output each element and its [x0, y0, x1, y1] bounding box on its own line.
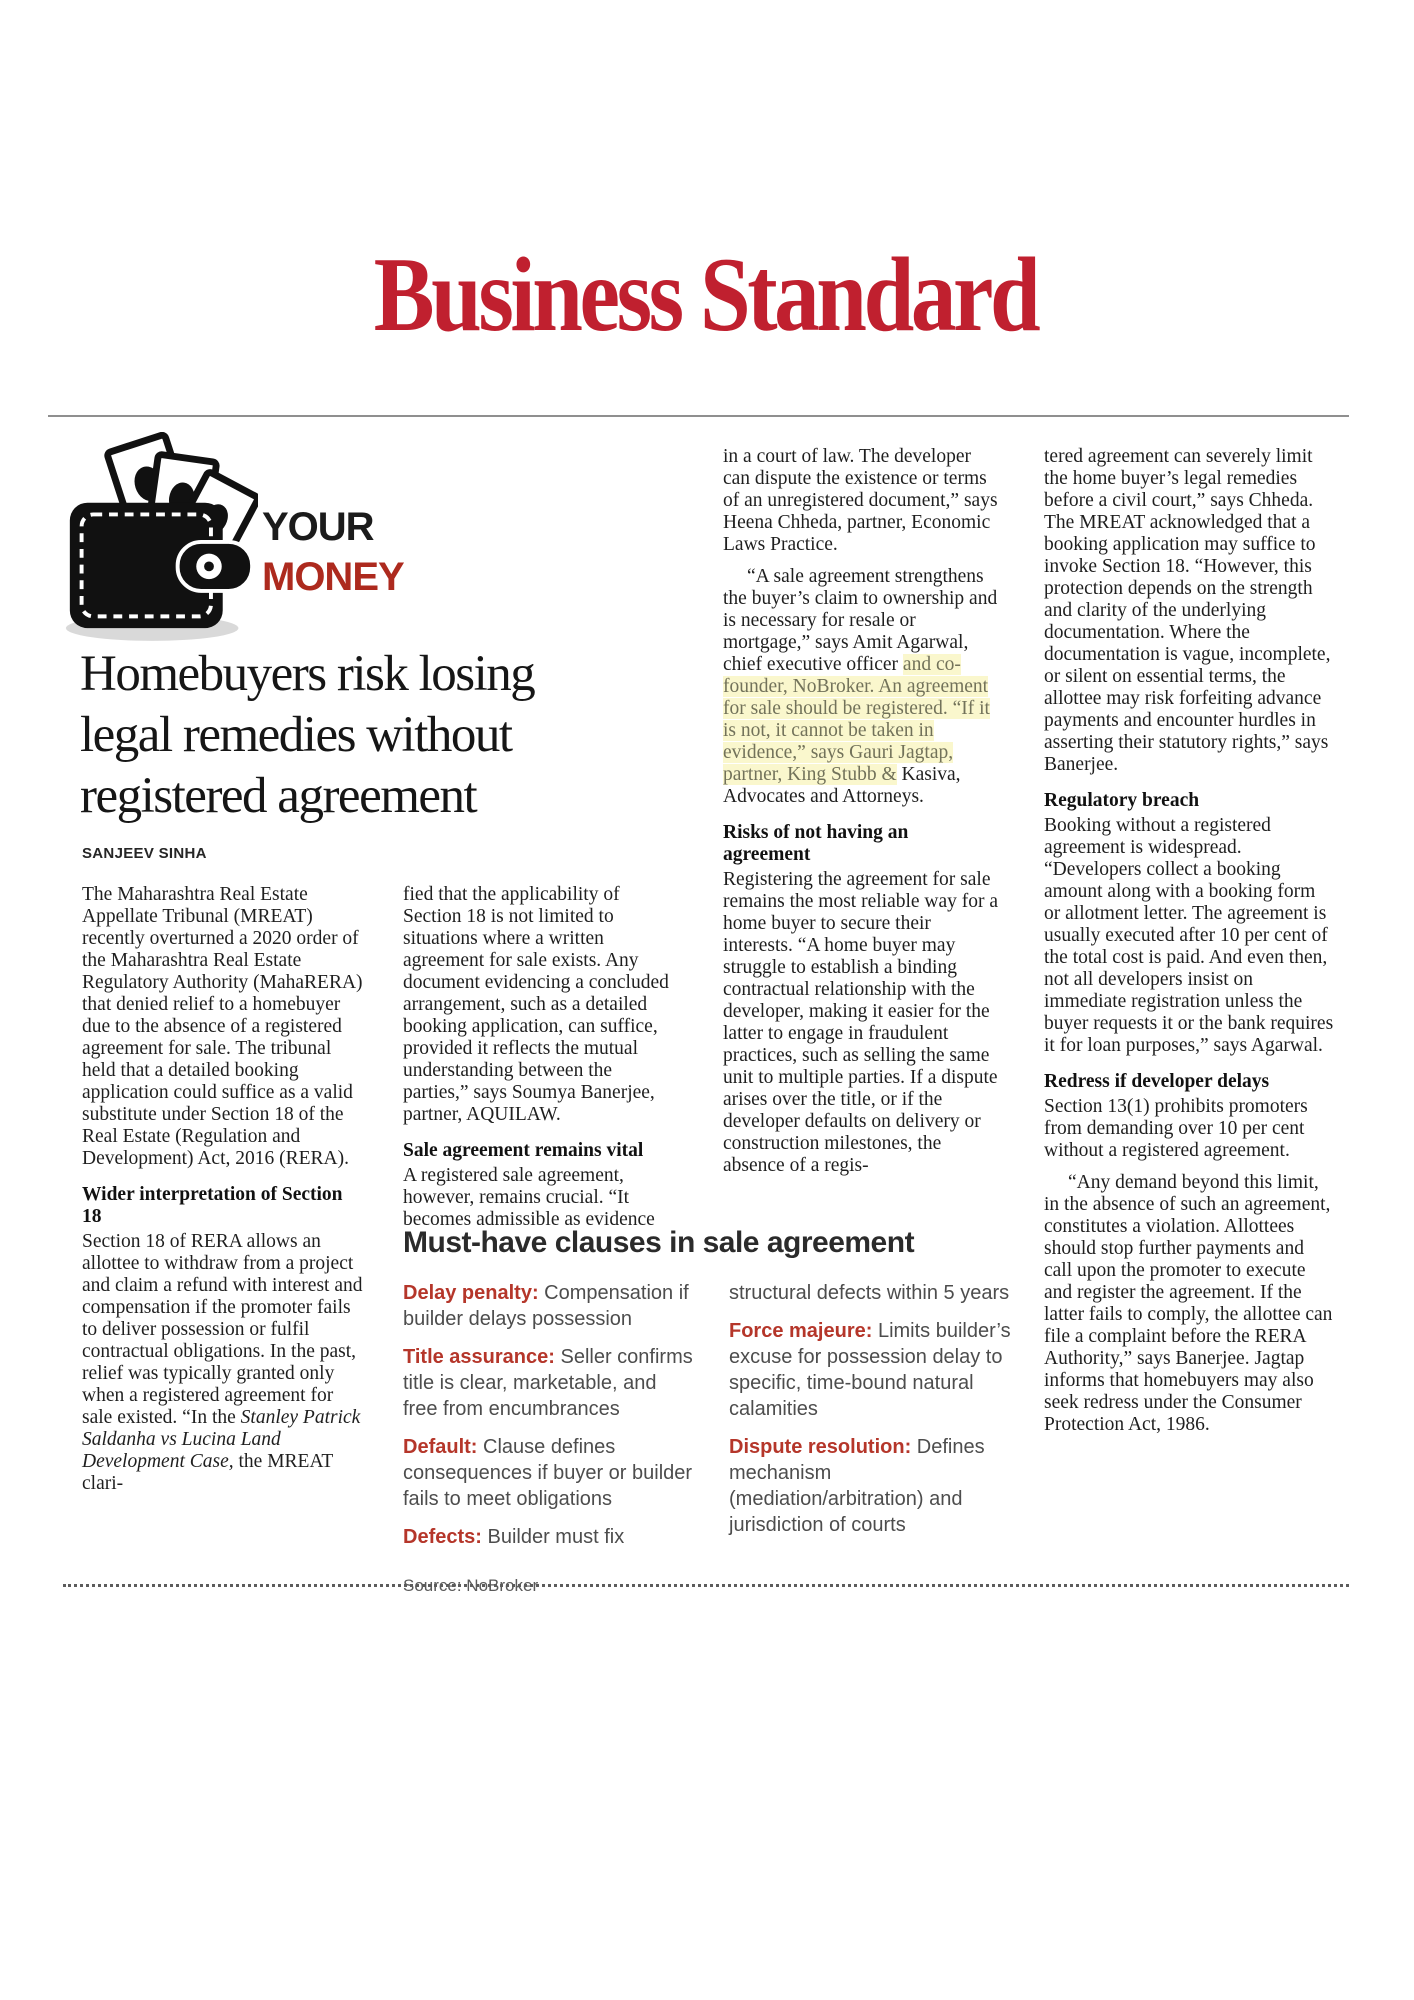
- paragraph-text: Kasiva, Advocates and Attorneys.: [723, 764, 961, 807]
- infobox-item-lead: Dispute resolution:: [729, 1436, 917, 1458]
- article-paragraph: “Any demand beyond this limit, in the absence of such an agreement, constitutes a violation. Allottees should stop further payments and call upon the promoter to execute and register the agreement. If the latter fails to comply, the allottee can file a complaint before the RERA Authority,” says Banerjee. Jagtap informs that homebuyers may also seek redress under the Consumer Protection Act, 1986.: [1044, 1172, 1333, 1435]
- article-column-4: [1044, 446, 1334, 1446]
- byline: SANJEEV SINHA: [82, 845, 207, 862]
- section-subhead: Wider interpretation of Section 18: [82, 1184, 343, 1227]
- infobox-title: Must-have clauses in sale agreement: [403, 1226, 915, 1259]
- headline-line-1: Homebuyers risk losing: [80, 646, 535, 702]
- paragraph-text: Section 18 of RERA allows an allottee to withdraw from a project and claim a refund with interest and compensation if the promoter fails to deliver possession or fulfil contractual obligations. In the past, relief was typically granted only when a registered agreement for sale existed. “In the: [82, 1231, 363, 1428]
- infobox-item-lead: Delay penalty:: [403, 1282, 545, 1304]
- article-headline: [80, 644, 560, 827]
- highlighted-text: and co-founder, NoBroker. An agreement for sale should be registered. “If it is not, it cannot be taken in evidence,” says Gauri Jagtap, partner, King Stubb &: [723, 654, 990, 785]
- article-column-1: [82, 884, 364, 1505]
- section-subhead: Sale agreement remains vital: [403, 1140, 644, 1161]
- infobox-item-lead: Title assurance:: [403, 1346, 561, 1368]
- section-subhead: Regulatory breach: [1044, 790, 1200, 811]
- article-paragraph: Section 13(1) prohibits promoters from demanding over 10 per cent without a registered agreement.: [1044, 1096, 1308, 1161]
- article-paragraph: Registering the agreement for sale remains the most reliable way for a home buyer to secure their interests. “A home buyer may struggle to establish a binding contractual relationship with the developer, making it easier for the latter to engage in fraudulent practices, such as selling the same unit to multiple parties. If a dispute arises over the title, or if the developer defaults on delivery or construction milestones, the absence of a regis-: [723, 869, 999, 1176]
- article-paragraph: The Maharashtra Real Estate Appellate Tribunal (MREAT) recently overturned a 2020 order of the Maharashtra Real Estate Regulatory Authority (MahaRERA) that denied relief to a homebuyer due to the absence of a registered agreement for sale. The tribunal held that a detailed booking application could suffice as a valid substitute under Section 18 of the Real Estate (Regulation and Development) Act, 2016 (RERA).: [82, 884, 363, 1169]
- article-paragraph: [82, 1231, 364, 1495]
- section-subhead: Redress if developer delays: [1044, 1071, 1270, 1092]
- article-paragraph: tered agreement can severely limit the home buyer’s legal remedies before a civil court,” says Chheda. The MREAT acknowledged that a booking application may suffice to invoke Section 18. “However, this protection depends on the strength and clarity of the underlying documentation. Where the documentation is vague, incomplete, or silent on essential terms, the allottee may risk forfeiting advance payments and encounter hurdles in asserting their statutory rights,” says Banerjee.: [1044, 446, 1331, 775]
- kicker-word-money: MONEY: [262, 555, 404, 599]
- infobox-item-lead: Default:: [403, 1436, 483, 1458]
- article-paragraph: in a court of law. The developer can dispute the existence or terms of an unregistered document,” says Heena Chheda, partner, Economic Laws Practice.: [723, 446, 998, 555]
- infobox-right-column: [729, 1280, 1019, 1562]
- article-paragraph: Booking without a registered agreement is widespread. “Developers collect a booking amount along with a booking form or allotment letter. The agreement is usually executed after 10 per cent of the total cost is paid. And even then, not all developers insist on immediate registration unless the buyer requests it or the bank requires it for loan purposes,” says Agarwal.: [1044, 815, 1334, 1056]
- infobox-item: Force majeure: Limits builder’s excuse for possession delay to specific, time-bound natural calamities: [729, 1320, 1011, 1420]
- wallet-icon: [62, 432, 258, 642]
- infobox-item-lead: Force majeure:: [729, 1320, 878, 1342]
- paragraph-text: “A sale agreement strengthens the buyer’s claim to ownership and is necessary for resale or mortgage,” says Amit Agarwal, chief executive officer: [723, 566, 998, 675]
- headline-line-2: legal remedies without: [80, 707, 512, 763]
- infobox-item-lead: Defects:: [403, 1526, 488, 1548]
- infobox-left-column: [403, 1280, 693, 1562]
- case-name-italic: Stanley Patrick Saldanha vs Lucina Land Development Case,: [82, 1407, 361, 1472]
- infobox-item: Delay penalty: Compensation if builder delays possession: [403, 1282, 689, 1330]
- infobox: [403, 1226, 1019, 1596]
- infobox-source: Source: NoBroker: [403, 1576, 539, 1595]
- headline-line-3: registered agreement: [80, 768, 477, 824]
- article-paragraph: [723, 566, 999, 808]
- article-column-2: [403, 884, 673, 1241]
- your-money-badge: [262, 502, 404, 602]
- bottom-divider: [63, 1584, 1349, 1587]
- infobox-item: Title assurance: Seller confirms title is clear, marketable, and free from encumbrances: [403, 1346, 693, 1420]
- article-paragraph: fied that the applicability of Section 18 is not limited to situations where a written agreement for sale exists. Any document evidencing a concluded arrangement, such as a detailed booking application, can suffice, provided it reflects the mutual understanding between the parties,” says Soumya Banerjee, partner, AQUILAW.: [403, 884, 669, 1125]
- infobox-item: structural defects within 5 years: [729, 1282, 1010, 1304]
- article-paragraph: A registered sale agreement, however, remains crucial. “It becomes admissible as evidence: [403, 1165, 655, 1230]
- infobox-item: Defects: Builder must fix: [403, 1526, 625, 1548]
- masthead-title: Business Standard: [373, 236, 1038, 353]
- masthead-divider: [48, 415, 1349, 417]
- infobox-item: Dispute resolution: Defines mechanism (mediation/arbitration) and jurisdiction of courts: [729, 1436, 985, 1536]
- section-subhead: Risks of not having an agreement: [723, 822, 909, 865]
- kicker-word-your: YOUR: [262, 505, 374, 549]
- infobox-item: Default: Clause defines consequences if buyer or builder fails to meet obligations: [403, 1436, 693, 1510]
- article-column-3: [723, 446, 999, 1187]
- paragraph-text: the MREAT clari-: [82, 1451, 333, 1494]
